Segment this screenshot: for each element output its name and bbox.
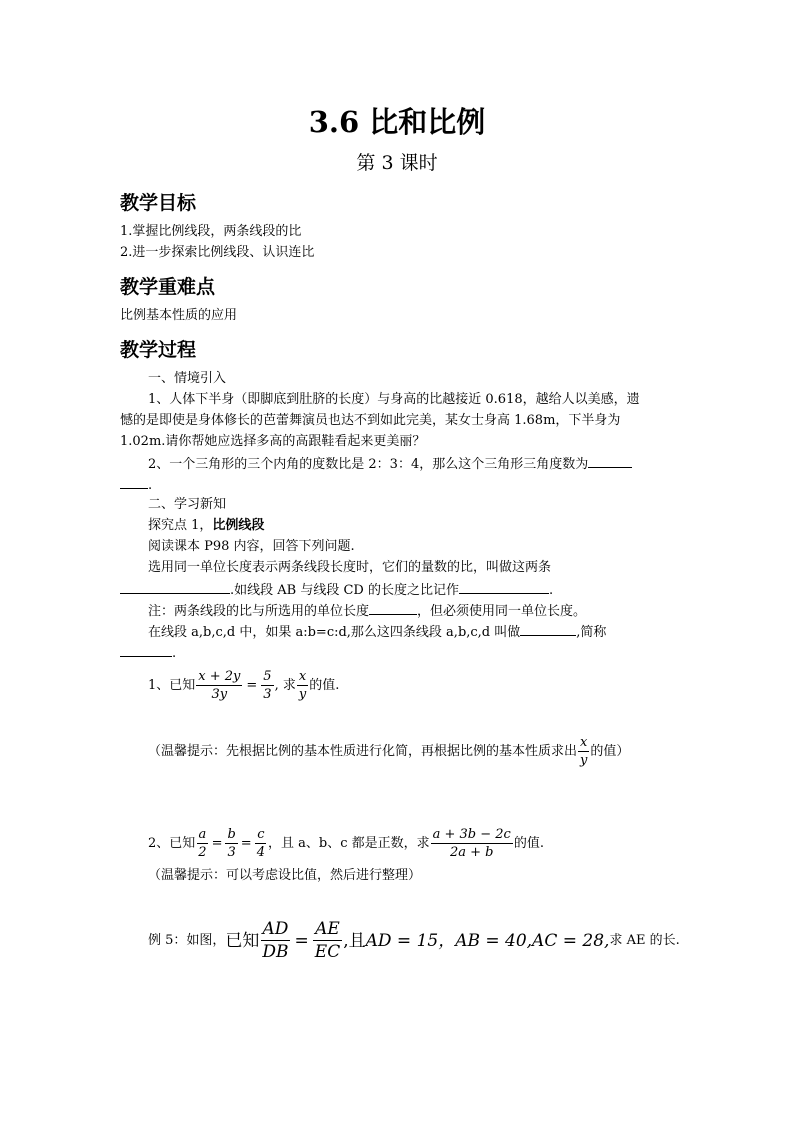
heading-process: 教学过程 (120, 339, 197, 361)
proportion-line2 (120, 642, 176, 664)
q1-fraction-1: $\frac{x + 2y}{3y}$ (198, 669, 241, 702)
example-known: 已知 (225, 930, 260, 951)
equals-sign: = (294, 930, 309, 951)
problem1-line3: 1.02m.请你帮她应选择多高的高跟鞋看起来更美丽？ (120, 434, 426, 449)
explore-point (148, 516, 264, 536)
period: . (172, 646, 177, 661)
note-text-b: ，但必须使用同一单位长度。 (417, 604, 587, 619)
proportion-line1 (148, 621, 606, 643)
answer-blank[interactable] (459, 579, 549, 594)
definition-line2 (120, 579, 553, 601)
example-5 (148, 918, 680, 963)
part2-title: 二、学习新知 (148, 497, 227, 512)
answer-blank[interactable] (369, 600, 417, 615)
equals-sign: = (240, 835, 252, 851)
key-points-text: 比例基本性质的应用 (120, 308, 238, 323)
period: . (548, 583, 554, 598)
problem1-line2: 憾的是即使是身体修长的芭蕾舞演员也达不到如此完美，某女士身高 1.68m，下半身为 (120, 413, 621, 428)
example-and: ,且 (343, 930, 366, 951)
problem2-line1 (148, 453, 632, 475)
answer-blank[interactable] (120, 579, 230, 594)
problem2-text: 2、一个三角形的三个内角的度数比是 2：3：4，那么这个三角形三角度数为 (148, 457, 589, 472)
problem1-line1: 1、人体下半身（即脚底到肚脐的长度）与身高的比越接近 0.618，越给人以美感，遗 (148, 392, 640, 407)
q1-prefix: 1、已知 (148, 677, 196, 693)
example-prefix: 例 5：如图， (148, 932, 226, 948)
hint1-end: 的值） (590, 743, 630, 759)
page-subtitle: 第 3 课时 (356, 152, 438, 174)
q2-fraction-b: $\frac{b}{3}$ (227, 827, 236, 860)
q2-end: 的值. (513, 835, 544, 851)
hint-2: （温馨提示：可以考虑设比值，然后进行整理） (148, 868, 422, 883)
definition-text: .如线段 AB 与线段 CD 的长度之比记作 (230, 583, 459, 598)
hint-1 (148, 734, 629, 769)
answer-blank[interactable] (120, 474, 148, 489)
answer-blank[interactable] (120, 642, 172, 657)
q2-mid: ，且 a、b、c 都是正数，求 (267, 835, 430, 851)
q2-fraction-c: $\frac{c}{4}$ (256, 827, 265, 860)
equals-sign: = (246, 677, 258, 693)
q1-mid: , 求 (274, 677, 296, 693)
heading-objectives: 教学目标 (120, 192, 197, 214)
heading-key-points: 教学重难点 (120, 276, 216, 298)
page-title: 3.6 比和比例 (308, 105, 486, 139)
answer-blank[interactable] (520, 621, 576, 636)
note-text-a: 注：两条线段的比与所选用的单位长度 (148, 604, 370, 619)
objective-item-1: 1.掌握比例线段，两条线段的比 (120, 224, 302, 239)
period: . (148, 478, 153, 493)
q1-fraction-3: $\frac{x}{y}$ (298, 669, 307, 702)
note-line (148, 600, 586, 622)
proportion-abbr: ,简称 (576, 625, 607, 640)
explore-topic: 比例线段 (212, 518, 265, 533)
example-fraction-ad-db: $\frac{AD}{DB}$ (262, 919, 289, 962)
example-end: 求 AE 的长. (609, 932, 680, 948)
hint1-fraction: $\frac{x}{y}$ (580, 735, 588, 768)
question-2 (148, 826, 544, 861)
read-instruction: 阅读课本 P98 内容，回答下列问题. (148, 539, 355, 554)
part1-title: 一、情境引入 (148, 371, 227, 386)
q2-fraction-a: $\frac{a}{2}$ (198, 827, 207, 860)
q2-fraction-expr: $\frac{a + 3b - 2c}{2a + b}$ (432, 827, 511, 860)
question-1 (148, 668, 339, 703)
proportion-text: 在线段 a,b,c,d 中，如果 a:b=c:d,那么这四条线段 a,b,c,d 叫做 (148, 625, 521, 640)
q1-end: 的值. (309, 677, 340, 693)
q1-fraction-2: $\frac{5}{3}$ (263, 669, 272, 702)
explore-prefix: 探究点 1， (148, 518, 213, 533)
equals-sign: = (211, 835, 223, 851)
problem2-line2 (120, 474, 152, 496)
answer-blank[interactable] (588, 453, 632, 468)
hint1-text: （温馨提示：先根据比例的基本性质进行化简，再根据比例的基本性质求出 (148, 743, 578, 759)
example-condition-1: AD = 15 (365, 930, 439, 951)
example-condition-2: ，AB = 40,AC = 28, (438, 930, 610, 951)
q2-prefix: 2、已知 (148, 835, 196, 851)
definition-line1: 选用同一单位长度表示两条线段长度时，它们的量数的比，叫做这两条 (148, 560, 552, 575)
example-fraction-ae-ec: $\frac{AE}{EC}$ (314, 919, 341, 962)
objective-item-2: 2.进一步探索比例线段、认识连比 (120, 245, 315, 260)
